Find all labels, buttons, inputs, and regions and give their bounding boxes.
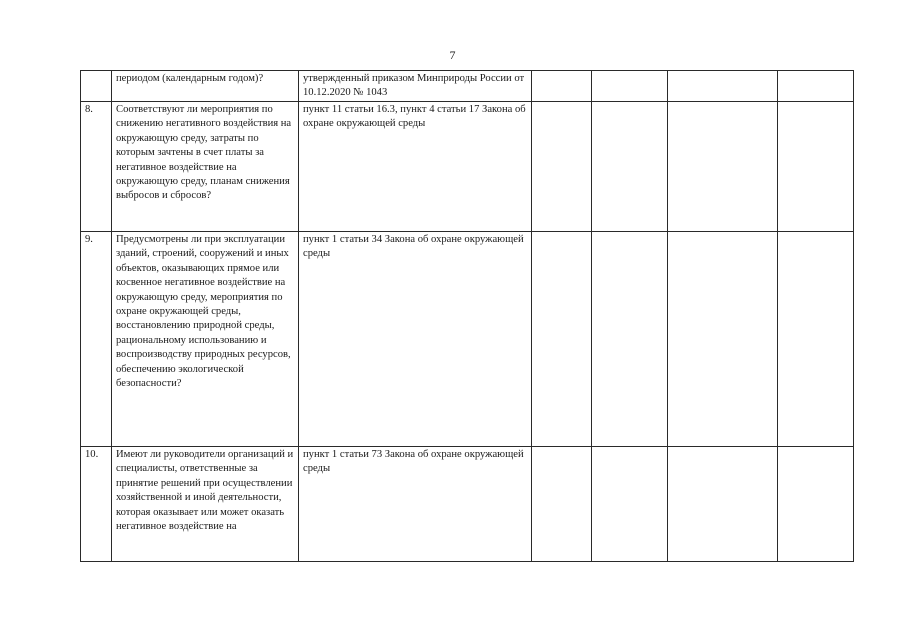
row-number [81, 71, 112, 102]
reference-cell: пункт 11 статьи 16.3, пункт 4 статьи 17 Закона об охране окружающей среды [299, 102, 532, 232]
reference-cell: пункт 1 статьи 73 Закона об охране окружающей среды [299, 447, 532, 562]
question-cell: периодом (календарным годом)? [112, 71, 299, 102]
question-cell: Имеют ли руководители организаций и специалисты, ответственные за принятие решений при осуществлении хозяйственной и иной деятельности, которая оказывает или может оказать негативное воздействие на [112, 447, 299, 562]
empty-cell [532, 102, 592, 232]
empty-cell [532, 232, 592, 447]
table-row [81, 102, 854, 232]
empty-cell [592, 102, 668, 232]
empty-cell [668, 71, 778, 102]
row-number: 10. [81, 447, 112, 562]
row-number: 8. [81, 102, 112, 232]
empty-cell [668, 232, 778, 447]
table-row [81, 232, 854, 447]
empty-cell [532, 447, 592, 562]
empty-cell [778, 102, 854, 232]
empty-cell [668, 447, 778, 562]
page-number: 7 [449, 48, 456, 62]
empty-cell [778, 232, 854, 447]
reference-cell: пункт 1 статьи 34 Закона об охране окружающей среды [299, 232, 532, 447]
empty-cell [532, 71, 592, 102]
empty-cell [668, 102, 778, 232]
question-cell: Предусмотрены ли при эксплуатации зданий, строений, сооружений и иных объектов, оказывающих прямое или косвенное негативное воздействие на окружающую среду, мероприятия по охране окружающей среды, восстановлению природной среды, рациональному использованию и воспроизводству природных ресурсов, обеспечению экологической безопасности? [112, 232, 299, 447]
empty-cell [592, 447, 668, 562]
row-number: 9. [81, 232, 112, 447]
table-row [81, 71, 854, 102]
empty-cell [592, 232, 668, 447]
question-cell: Соответствуют ли мероприятия по снижению негативного воздействия на окружающую среду, затраты по которым зачтены в счет платы за негативное воздействие на окружающую среду, планам снижения выбросов и сбросов? [112, 102, 299, 232]
empty-cell [592, 71, 668, 102]
empty-cell [778, 447, 854, 562]
checklist-table [80, 70, 854, 562]
empty-cell [778, 71, 854, 102]
reference-cell: утвержденный приказом Минприроды России от 10.12.2020 № 1043 [299, 71, 532, 102]
table-row [81, 447, 854, 562]
